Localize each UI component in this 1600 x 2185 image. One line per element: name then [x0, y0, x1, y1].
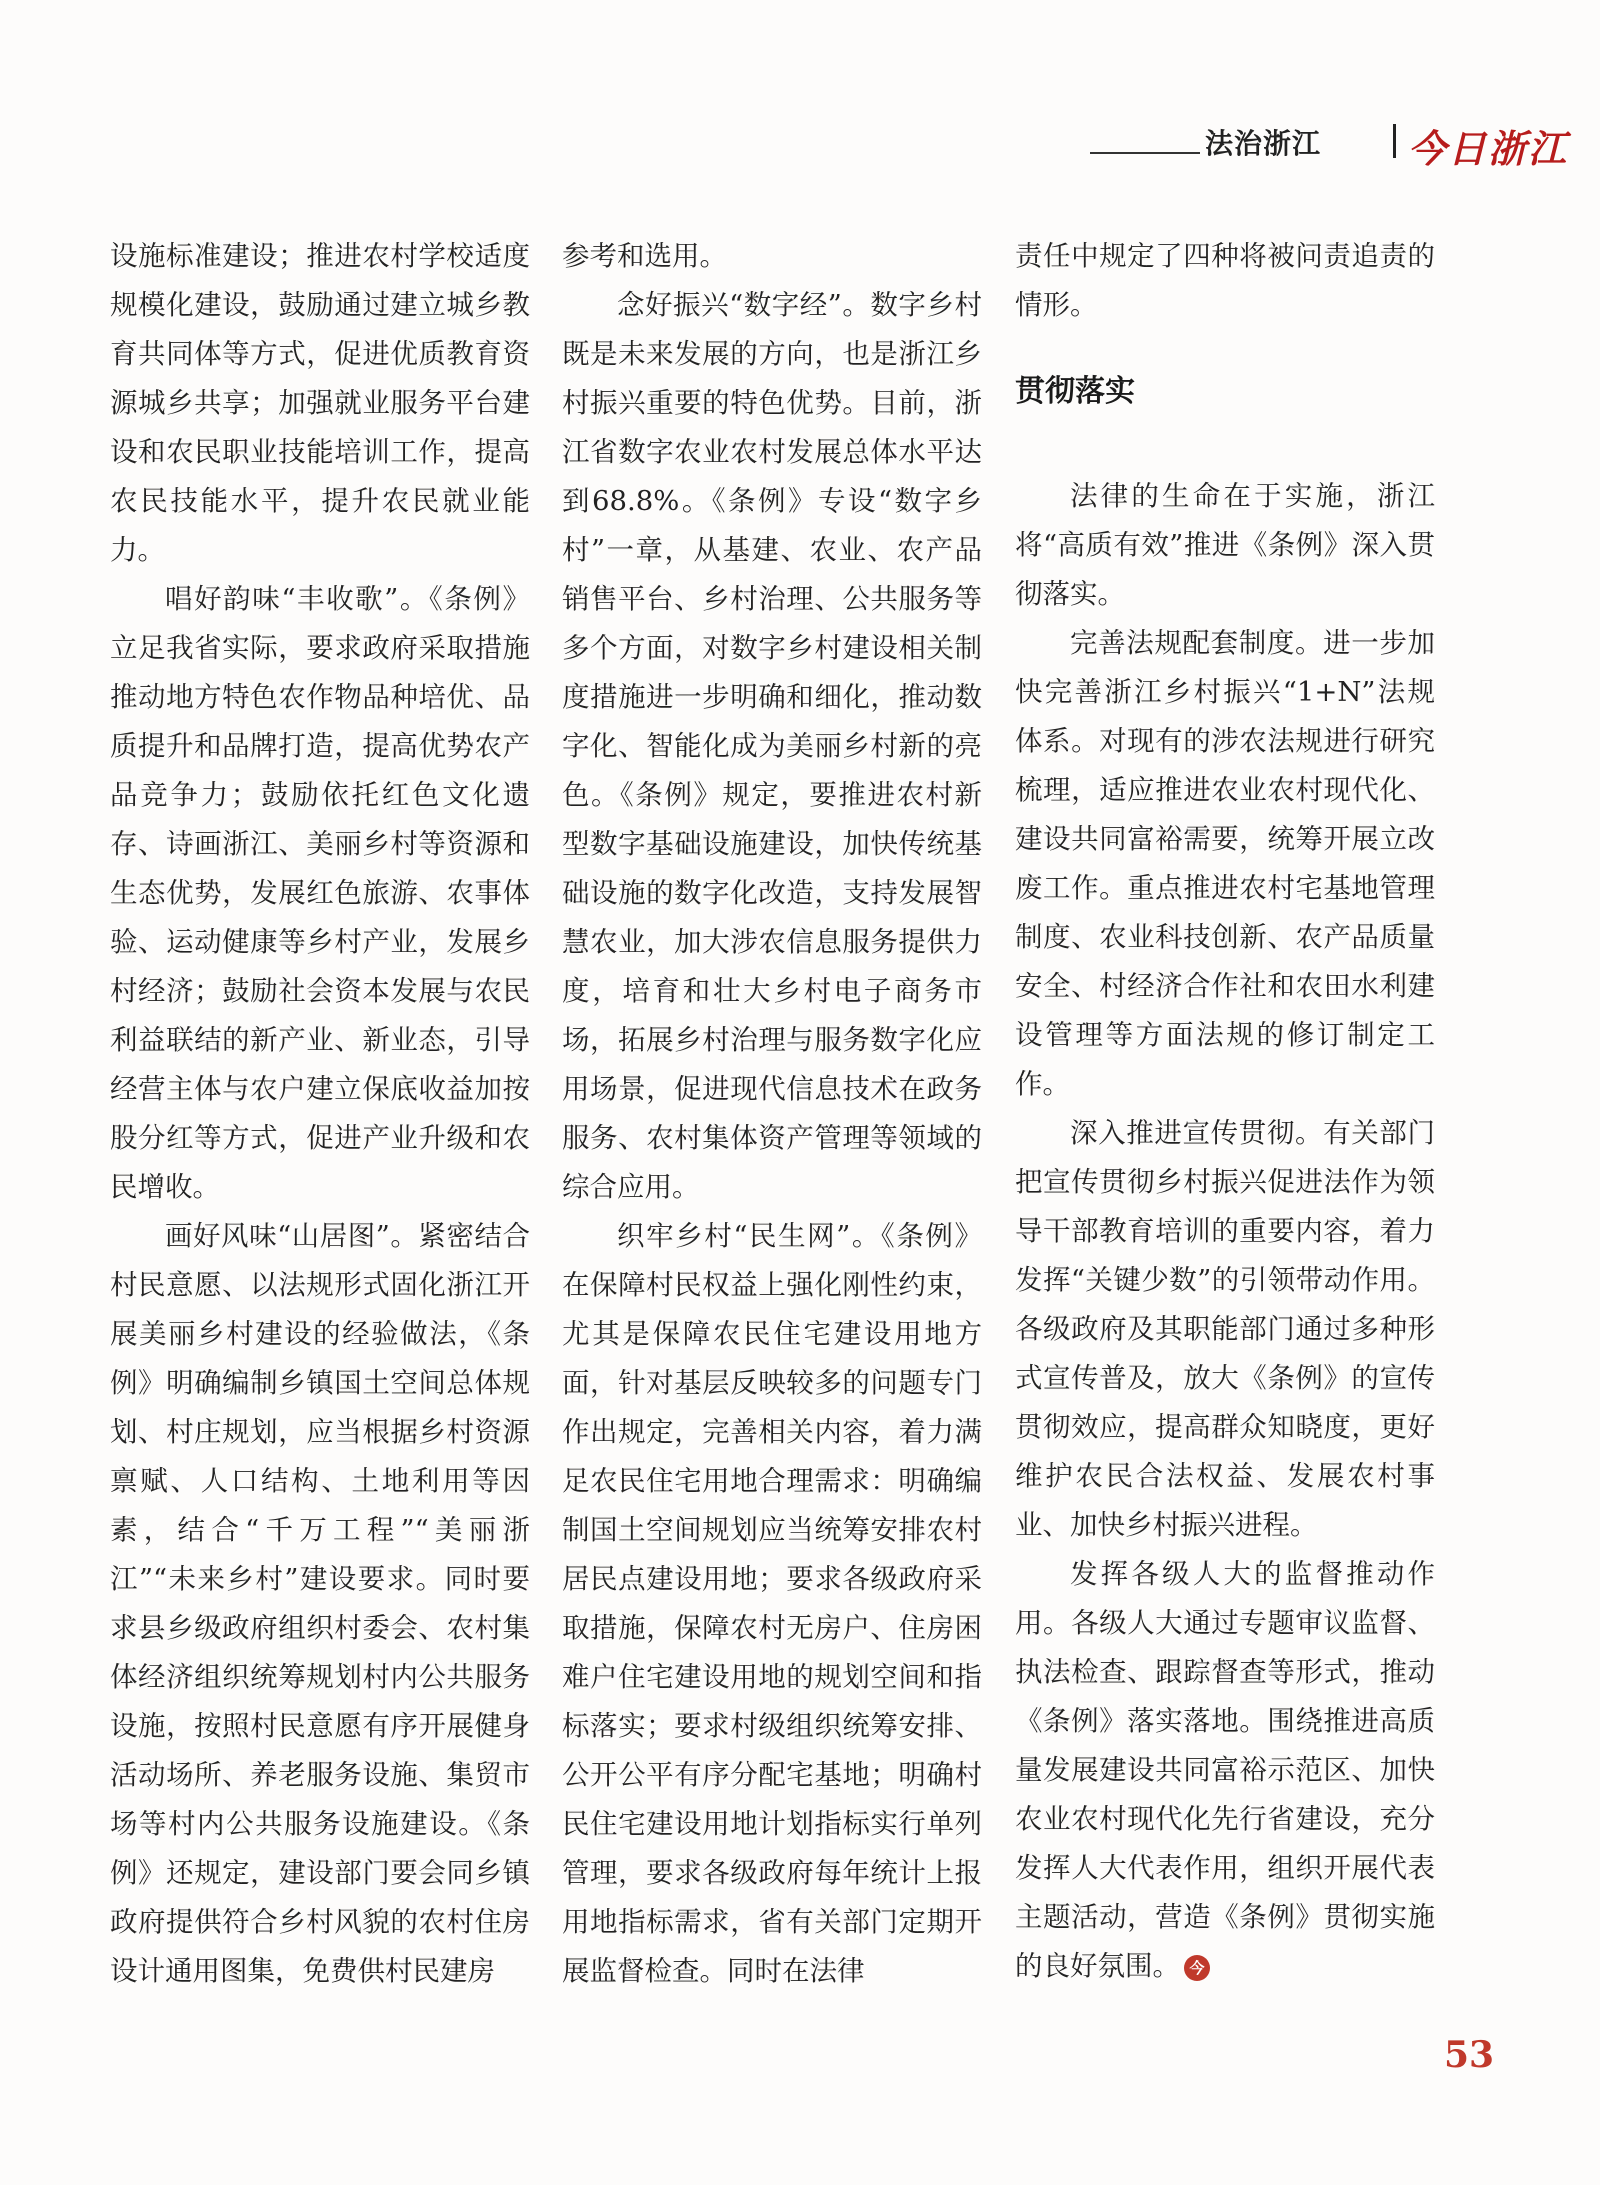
article-end-icon: 今: [1184, 1955, 1210, 1981]
header-section-title: 法治浙江: [1205, 127, 1322, 160]
page-header: [1090, 120, 1600, 171]
paragraph: 深入推进宣传贯彻。有关部门把宣传贯彻乡村振兴促进法作为领导干部教育培训的重要内容，着力发挥“关键少数”的引领带动作用。各级政府及其职能部门通过多种形式宣传普及，放大《条例》的宣传贯彻效应，提高群众知晓度，更好维护农民合法权益、发展农村事业、加快乡村振兴进程。: [1015, 1117, 1435, 1541]
page-number: 53: [1444, 2034, 1495, 2076]
paragraph: 设施标准建设；推进农村学校适度规模化建设，鼓励通过建立城乡教育共同体等方式，促进优质教育资源城乡共享；加强就业服务平台建设和农民职业技能培训工作，提高农民技能水平，提升农民就业能力。: [110, 240, 530, 566]
text-column-2: [562, 232, 982, 1996]
section-heading: 贯彻落实: [1015, 374, 1135, 409]
paragraph: 念好振兴“数字经”。数字乡村既是未来发展的方向，也是浙江乡村振兴重要的特色优势。目前，浙江省数字农业农村发展总体水平达到68.8%。《条例》专设“数字乡村”一章，从基建、农业、农产品销售平台、乡村治理、公共服务等多个方面，对数字乡村建设相关制度措施进一步明确和细化，推动数字化、智能化成为美丽乡村新的亮色。《条例》规定，要推进农村新型数字基础设施建设，加快传统基础设施的数字化改造，支持发展智慧农业，加大涉农信息服务提供力度，培育和壮大乡村电子商务市场，拓展乡村治理与服务数字化应用场景，促进现代信息技术在政务服务、农村集体资产管理等领域的综合应用。: [562, 289, 982, 1203]
header-rule: [1090, 152, 1200, 154]
header-divider: [1393, 124, 1396, 158]
magazine-logo: 今日浙江: [1408, 126, 1569, 171]
paragraph-text: 发挥各级人大的监督推动作用。各级人大通过专题审议监督、执法检查、跟踪督查等形式，推动《条例》落实落地。围绕推进高质量发展建设共同富裕示范区、加快农业农村现代化先行省建设，充分发挥人大代表作用，组织开展代表主题活动，营造《条例》贯彻实施的良好氛围。: [1015, 1558, 1435, 1982]
text-column-3: [1015, 232, 1435, 1991]
paragraph: 责任中规定了四种将被问责追责的情形。: [1015, 240, 1435, 321]
paragraph: 法律的生命在于实施，浙江将“高质有效”推进《条例》深入贯彻落实。: [1015, 480, 1435, 610]
text-column-1: [110, 232, 530, 1996]
paragraph: 完善法规配套制度。进一步加快完善浙江乡村振兴“1+N”法规体系。对现有的涉农法规进行研究梳理，适应推进农业农村现代化、建设共同富裕需要，统筹开展立改废工作。重点推进农村宅基地管理制度、农业科技创新、农产品质量安全、村经济合作社和农田水利建设管理等方面法规的修订制定工作。: [1015, 627, 1435, 1100]
paragraph: 参考和选用。: [562, 240, 727, 272]
paragraph: 织牢乡村“民生网”。《条例》在保障村民权益上强化刚性约束，尤其是保障农民住宅建设用地方面，针对基层反映较多的问题专门作出规定，完善相关内容，着力满足农民住宅用地合理需求：明确编制国土空间规划应当统筹安排农村居民点建设用地；要求各级政府采取措施，保障农村无房户、住房困难户住宅建设用地的规划空间和指标落实；要求村级组织统筹安排、公开公平有序分配宅基地；明确村民住宅建设用地计划指标实行单列管理，要求各级政府每年统计上报用地指标需求，省有关部门定期开展监督检查。同时在法律: [562, 1220, 982, 1987]
paragraph-last: [1015, 1550, 1435, 1991]
paragraph: 画好风味“山居图”。紧密结合村民意愿、以法规形式固化浙江开展美丽乡村建设的经验做法，《条例》明确编制乡镇国土空间总体规划、村庄规划，应当根据乡村资源禀赋、人口结构、土地利用等因素，结合“千万工程”“美丽浙江”“未来乡村”建设要求。同时要求县乡级政府组织村委会、农村集体经济组织统筹规划村内公共服务设施，按照村民意愿有序开展健身活动场所、养老服务设施、集贸市场等村内公共服务设施建设。《条例》还规定，建设部门要会同乡镇政府提供符合乡村风貌的农村住房设计通用图集，免费供村民建房: [110, 1220, 530, 1987]
paragraph: 唱好韵味“丰收歌”。《条例》立足我省实际，要求政府采取措施推动地方特色农作物品种培优、品质提升和品牌打造，提高优势农产品竞争力；鼓励依托红色文化遗存、诗画浙江、美丽乡村等资源和生态优势，发展红色旅游、农事体验、运动健康等乡村产业，发展乡村经济；鼓励社会资本发展与农民利益联结的新产业、新业态，引导经营主体与农户建立保底收益加按股分红等方式，促进产业升级和农民增收。: [110, 583, 530, 1203]
